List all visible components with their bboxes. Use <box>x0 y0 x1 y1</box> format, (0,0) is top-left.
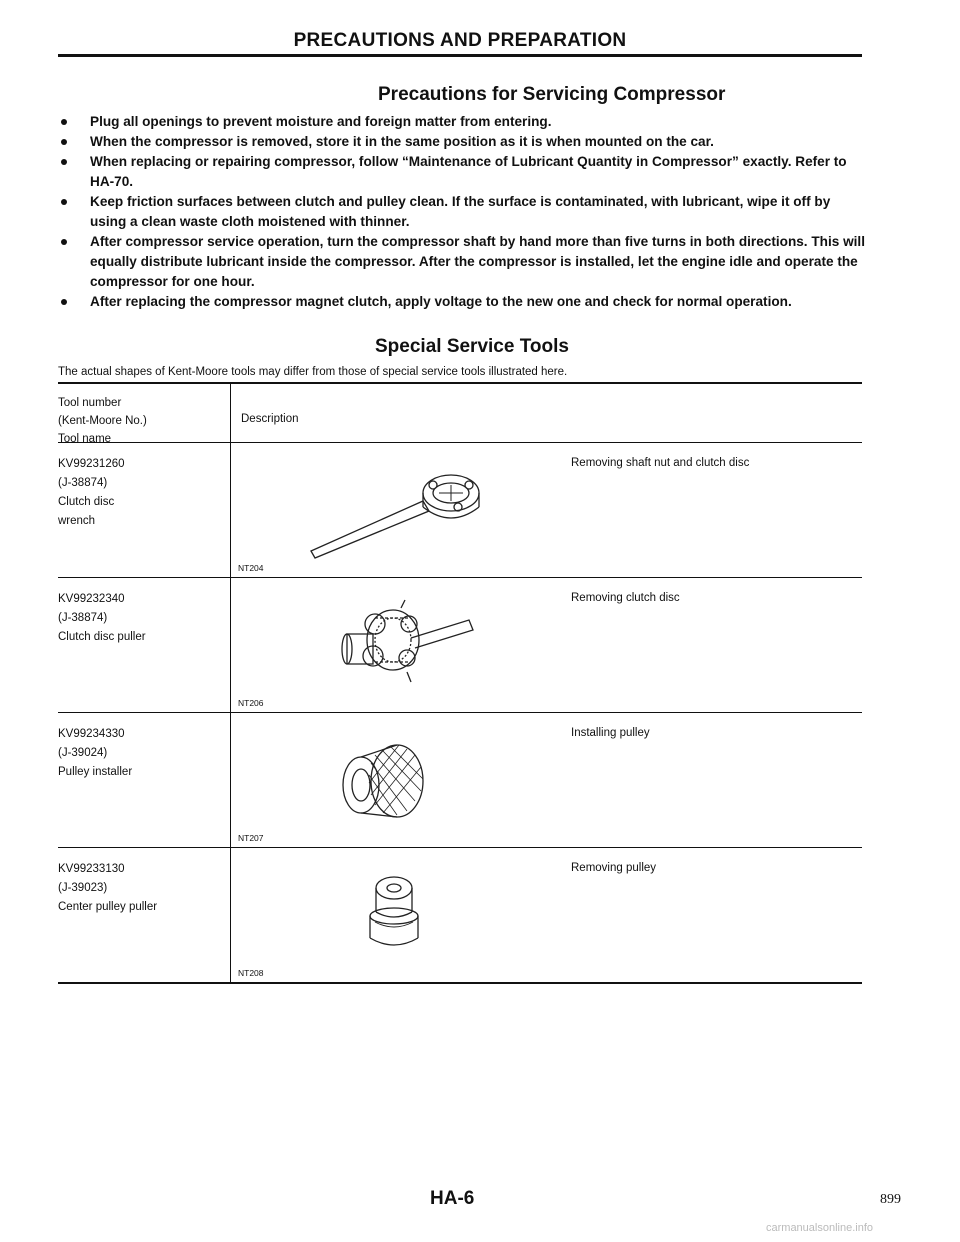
tool-description-cell <box>230 578 862 712</box>
precaution-item: When replacing or repairing compressor, follow “Maintenance of Lubricant Quantity in Compressor” exactly. Refer to HA-70. <box>60 152 865 192</box>
header-tool-name: Tool name <box>58 433 112 445</box>
special-tools-title: Special Service Tools <box>375 336 569 357</box>
header-kent-moore: (Kent-Moore No.) <box>58 415 147 427</box>
watermark: carmanualsonline.info <box>766 1222 874 1234</box>
tool-name: wrench <box>58 515 96 527</box>
page-label: HA-6 <box>430 1188 475 1209</box>
kent-moore-number: (J-38874) <box>58 612 108 624</box>
tool-description: Installing pulley <box>571 727 650 739</box>
pulley-installer-icon <box>331 731 441 831</box>
tool-description: Removing shaft nut and clutch disc <box>571 457 750 469</box>
tool-number: KV99232340 <box>58 593 125 605</box>
precaution-item: After replacing the compressor magnet clutch, apply voltage to the new one and check for normal operation. <box>60 292 865 312</box>
tool-number: KV99233130 <box>58 863 125 875</box>
clutch-disc-wrench-icon <box>303 463 493 563</box>
tool-info <box>58 578 230 712</box>
page-header-title: PRECAUTIONS AND PREPARATION <box>293 30 627 51</box>
page-header <box>58 30 862 52</box>
table-row <box>58 578 862 713</box>
tool-name: Clutch disc puller <box>58 631 146 643</box>
precaution-item: Keep friction surfaces between clutch and pulley clean. If the surface is contaminated, with lubricant, wipe it off by using a clean waste cloth moistened with thinner. <box>60 192 865 232</box>
table-row <box>58 713 862 848</box>
header-description-column <box>230 384 862 442</box>
table-bottom-rule <box>58 982 862 984</box>
table-row <box>58 443 862 578</box>
tool-number: KV99231260 <box>58 458 125 470</box>
header-tool-column <box>58 384 230 445</box>
header-rule <box>58 54 862 57</box>
center-pulley-puller-icon <box>359 872 429 962</box>
tool-description-cell <box>230 713 862 847</box>
kent-moore-number: (J-39024) <box>58 747 108 759</box>
header-tool-number: Tool number <box>58 397 122 409</box>
tool-info <box>58 848 230 982</box>
table-row <box>58 848 862 983</box>
tool-name: Pulley installer <box>58 766 133 778</box>
illustration-code: NT206 <box>238 698 264 708</box>
tool-name: Clutch disc <box>58 496 115 508</box>
tool-description-cell <box>230 443 862 577</box>
tools-table <box>58 382 862 984</box>
tool-info <box>58 443 230 577</box>
precaution-item: After compressor service operation, turn the compressor shaft by hand more than five turns in both directions. This will equally distribute lubricant inside the compressor. After the compressor is installed, let the engine idle and operate the compressor for one hour. <box>60 232 865 292</box>
tool-name: Center pulley puller <box>58 901 158 913</box>
tool-description-cell <box>230 848 862 982</box>
tool-description: Removing clutch disc <box>571 592 680 604</box>
illustration-code: NT204 <box>238 563 264 573</box>
precaution-item: When the compressor is removed, store it in the same position as it is when mounted on the car. <box>60 132 865 152</box>
tool-info <box>58 713 230 847</box>
header-description: Description <box>241 413 299 425</box>
precaution-item: Plug all openings to prevent moisture and foreign matter from entering. <box>60 112 865 132</box>
tool-number: KV99234330 <box>58 728 125 740</box>
kent-moore-number: (J-38874) <box>58 477 108 489</box>
page-number: 899 <box>880 1192 901 1207</box>
illustration-code: NT207 <box>238 833 264 843</box>
tool-description: Removing pulley <box>571 862 657 874</box>
clutch-disc-puller-icon <box>331 594 481 690</box>
illustration-code: NT208 <box>238 968 264 978</box>
precautions-list <box>60 112 865 312</box>
table-header <box>58 384 862 443</box>
kent-moore-number: (J-39023) <box>58 882 108 894</box>
precautions-title: Precautions for Servicing Compressor <box>378 84 726 105</box>
special-tools-intro: The actual shapes of Kent-Moore tools may differ from those of special service tools illustrated here. <box>58 366 568 378</box>
